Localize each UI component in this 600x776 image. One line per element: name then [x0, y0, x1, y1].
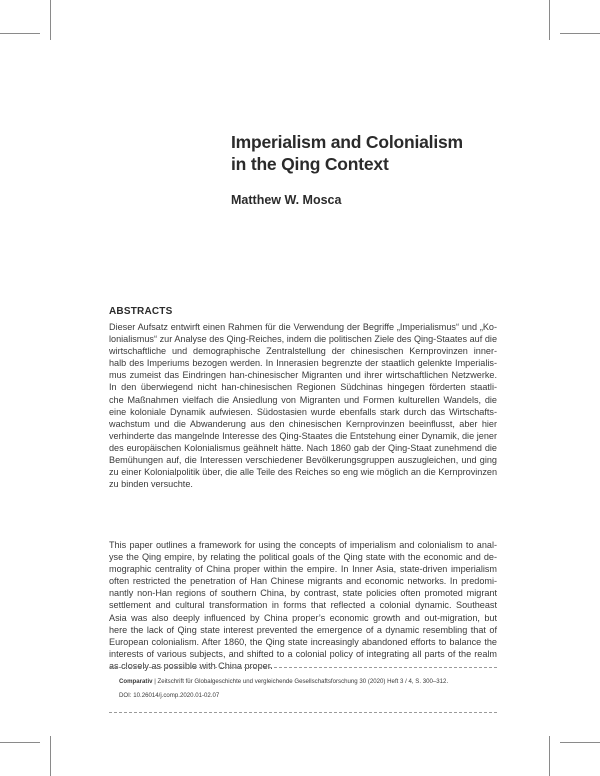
abstract-english-line: yse the Qing empire, by relating the political goals of the Qing state with the economic and de- — [109, 552, 497, 563]
journal-citation-text: | Zeitschrift für Globalgeschichte und vergleichende Gesellschaftsforschung 30 (2020) Heft 3 / 4, S. 300–312. — [152, 678, 449, 685]
article-title-line-2: in the Qing Context — [231, 154, 389, 174]
journal-footer — [109, 667, 497, 713]
abstract-english-line: settlement and cultural transformation in forms that reflected a colonial dynamic. Southeast — [109, 600, 497, 611]
abstract-english — [109, 539, 497, 672]
abstract-english-line: Asia was also deeply influenced by China proper’s economic growth and out-migration, but — [109, 612, 497, 623]
crop-mark-bottom-left-v — [50, 736, 51, 776]
article-title — [231, 131, 531, 175]
author-name: Matthew W. Mosca — [231, 193, 342, 207]
article-title-line-1: Imperialism and Colonialism — [231, 132, 463, 152]
abstract-english-line: nantly non-Han regions of southern China, by contrast, state policies often promoted migrant — [109, 588, 497, 599]
abstract-german-line: wachstum und die Abwanderung aus den chinesischen Kernprovinzen beeinflusst, aber hier — [109, 418, 497, 429]
crop-mark-top-left-v — [50, 0, 51, 40]
crop-mark-top-left-h — [0, 33, 40, 34]
doi-text: DOI: 10.26014/j.comp.2020.01-02.07 — [119, 692, 220, 699]
crop-mark-bottom-right-v — [549, 736, 550, 776]
crop-mark-top-right-h — [560, 33, 600, 34]
abstract-german-line: wirtschaftliche und demographische Zentralstellung der chinesischen Kernprovinzen inner- — [109, 346, 497, 357]
abstracts-heading: ABSTRACTS — [109, 306, 173, 317]
abstract-german-line: des europäischen Kolonialismus geähnelt hätte. Nach 1860 gab der Qing-Staat zunehmend die — [109, 442, 497, 453]
abstract-english-line: This paper outlines a framework for using the concepts of imperialism and colonialism to anal- — [109, 540, 497, 550]
abstract-german-line: In den überwiegend nicht han-chinesischen Regionen Südchinas hingegen förderten staatli- — [109, 382, 497, 393]
abstract-english-line: European colonialism. After 1860, the Qing state increasingly abandoned efforts to balance the — [109, 636, 497, 647]
crop-mark-bottom-right-h — [560, 742, 600, 743]
abstract-english-line: as closely as possible with China proper. — [109, 660, 273, 671]
abstract-german-line: Bemühungen auf, die Interessen verschiedener Bevölkerungsgruppen auszugleichen, und ging — [109, 455, 497, 466]
abstract-english-line: here the lack of Qing state interest prevented the emergence of a dynamic resembling that of — [109, 624, 497, 635]
abstract-german-line: zu binden versuchte. — [109, 479, 193, 490]
abstract-english-line: often restricted the penetration of Han Chinese migrants and economic networks. In predomi- — [109, 576, 497, 587]
crop-mark-bottom-left-h — [0, 742, 40, 743]
abstract-english-line: interests of various subjects, and shifted to a colonial policy of integrating all parts of the realm — [109, 648, 497, 659]
abstract-german-line: Dieser Aufsatz entwirft einen Rahmen für die Verwendung der Begriffe „Imperialismus“ und „Ko- — [109, 322, 497, 332]
abstract-german-line: lonialismus“ zur Analyse des Qing-Reiches, indem die politischen Ziele des Qing-Staates auf die — [109, 334, 497, 345]
abstract-german-line: zu einer Kolonialpolitik über, die alle Teile des Reiches so eng wie möglich an die Kernprovinzen — [109, 467, 497, 478]
journal-name: Comparativ — [119, 678, 153, 685]
journal-citation — [119, 678, 448, 685]
abstract-german-line: mus zumeist das Eindringen han-chinesischer Migranten und ihrer wirtschaftlichen Netzwerke. — [109, 370, 497, 381]
abstract-english-line: mographic centrality of China proper within the empire. In Inner Asia, state-driven imperialism — [109, 564, 497, 575]
abstract-german-line: halb des Imperiums bezogen werden. In Innerasien begrenzte der staatlich gelenkte Imperialis- — [109, 358, 497, 369]
abstract-german-line: eine koloniale Dynamik aufwiesen. Südostasien wurde ebenfalls stark durch das Wirtschafts- — [109, 406, 497, 417]
abstract-german-line: che Maßnahmen vielfach die Ansiedlung von Migranten und Formen kulturellen Wandels, die — [109, 394, 497, 405]
abstract-german — [109, 321, 497, 490]
crop-mark-top-right-v — [549, 0, 550, 40]
abstract-german-line: verhinderte das mangelnde Interesse des Qing-Staates die Entstehung einer Dynamik, die jener — [109, 430, 497, 441]
